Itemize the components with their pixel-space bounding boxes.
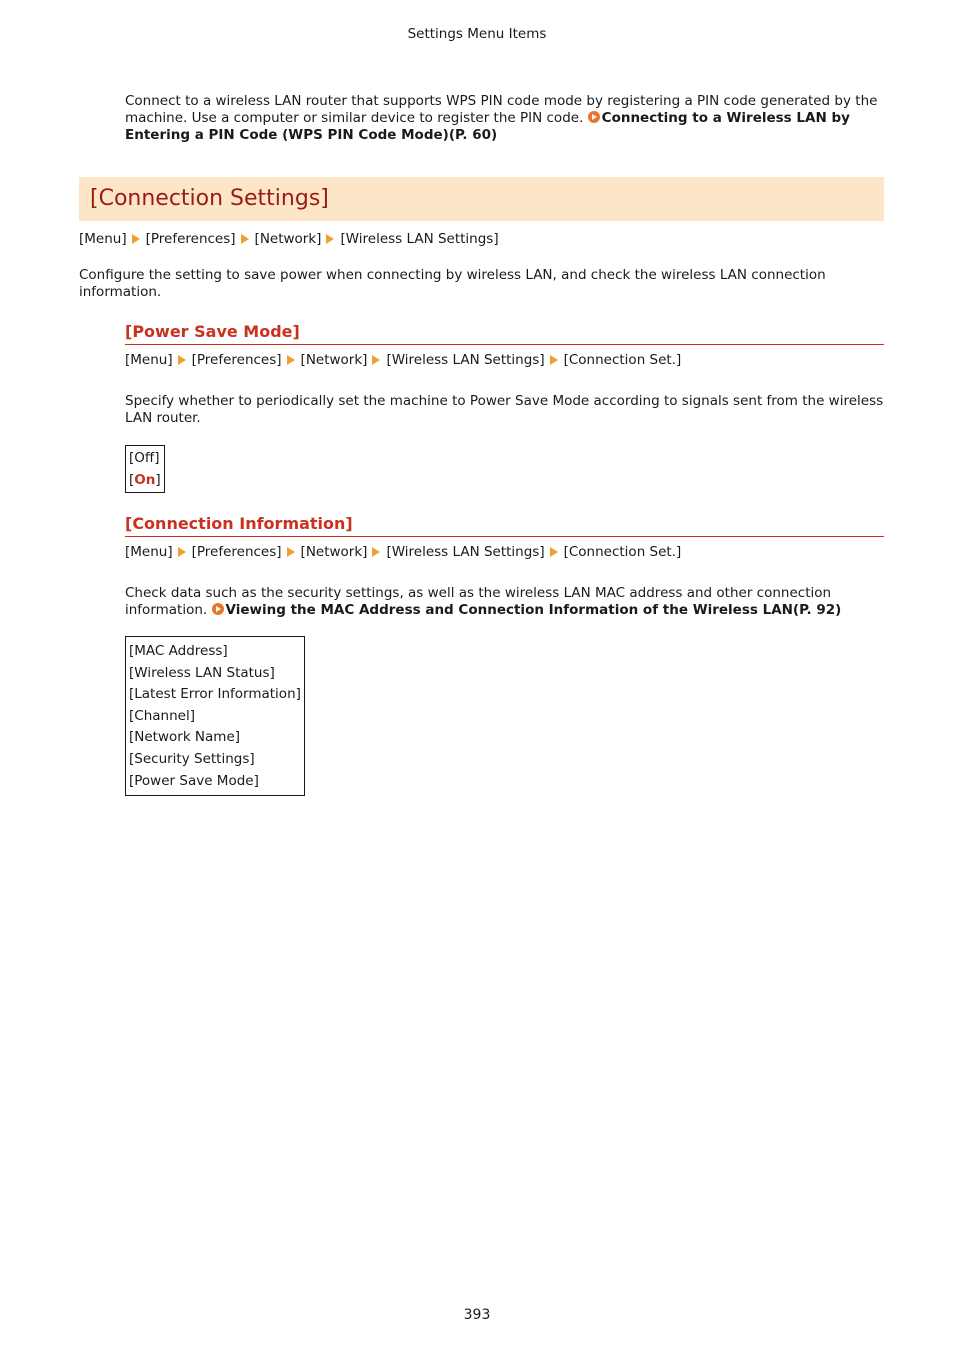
option-on-label: On: [134, 472, 156, 488]
info-item: [MAC Address]: [129, 643, 228, 659]
breadcrumb-item: [Wireless LAN Settings]: [386, 352, 545, 368]
breadcrumb-item: [Wireless LAN Settings]: [386, 544, 545, 560]
breadcrumb-item: [Preferences]: [191, 544, 282, 560]
info-item: [Power Save Mode]: [129, 772, 259, 789]
breadcrumb-item: [Network]: [254, 231, 322, 247]
section-title: [Connection Settings]: [90, 186, 329, 211]
breadcrumb-connection-info: [125, 544, 681, 561]
option-off-label: Off: [134, 450, 155, 466]
connection-info-items: [125, 636, 305, 796]
info-item: [Network Name]: [129, 729, 241, 746]
section-description: Configure the setting to save power when connecting by wireless LAN, and check the wireless LAN connection information.: [79, 267, 826, 300]
arrow-right-icon: [241, 234, 249, 244]
arrow-right-icon: [287, 355, 295, 365]
arrow-right-icon: [132, 234, 140, 244]
info-item: [Wireless LAN Status]: [129, 664, 275, 681]
connection-info-text: Check data such as the security settings, as well as the wireless LAN MAC address and other connection information.: [125, 585, 832, 618]
connection-info-description: [125, 585, 885, 619]
arrow-right-icon: [372, 355, 380, 365]
subsection-title-connection-info: [Connection Information]: [125, 514, 884, 537]
option-on-default: [On]: [129, 472, 161, 488]
info-item: [Channel]: [129, 707, 195, 724]
arrow-right-icon: [372, 547, 380, 557]
power-save-description: Specify whether to periodically set the machine to Power Save Mode according to signals sent from the wireless LAN router.: [125, 393, 884, 426]
section-heading-bar: [79, 177, 884, 221]
info-item: [Security Settings]: [129, 750, 255, 767]
arrow-right-icon: [550, 547, 558, 557]
link-mac-address[interactable]: Viewing the MAC Address and Connection Information of the Wireless LAN(P. 92): [225, 602, 842, 618]
link-arrow-icon: [588, 111, 600, 123]
breadcrumb-item: [Preferences]: [145, 231, 236, 247]
intro-text: Connect to a wireless LAN router that supports WPS PIN code mode by registering a PIN code generated by the machine. Use a computer or similar device to register the PIN code.: [125, 93, 878, 126]
breadcrumb-item: [Connection Set.]: [563, 544, 682, 560]
arrow-right-icon: [178, 355, 186, 365]
running-header: Settings Menu Items: [407, 26, 547, 42]
subsection-title-power-save: [Power Save Mode]: [125, 322, 884, 345]
link-wps-pin[interactable]: Connecting to a Wireless LAN by Entering a PIN Code (WPS PIN Code Mode)(P. 60): [125, 110, 850, 143]
breadcrumb-item: [Menu]: [125, 352, 173, 368]
breadcrumb-item: [Preferences]: [191, 352, 282, 368]
arrow-right-icon: [326, 234, 334, 244]
option-off: [Off]: [129, 450, 160, 466]
breadcrumb-power-save: [125, 352, 681, 369]
breadcrumb-item: [Network]: [300, 352, 368, 368]
intro-paragraph: [125, 93, 885, 144]
page-number: 393: [463, 1307, 491, 1323]
breadcrumb-item: [Network]: [300, 544, 368, 560]
arrow-right-icon: [178, 547, 186, 557]
breadcrumb-item: [Wireless LAN Settings]: [340, 231, 499, 247]
breadcrumb-item: [Connection Set.]: [563, 352, 682, 368]
breadcrumb-connection-settings: [79, 231, 499, 248]
link-arrow-icon: [212, 603, 224, 615]
arrow-right-icon: [287, 547, 295, 557]
power-save-options: [125, 445, 165, 493]
arrow-right-icon: [550, 355, 558, 365]
breadcrumb-item: [Menu]: [125, 544, 173, 560]
breadcrumb-item: [Menu]: [79, 231, 127, 247]
info-item: [Latest Error Information]: [129, 686, 301, 703]
